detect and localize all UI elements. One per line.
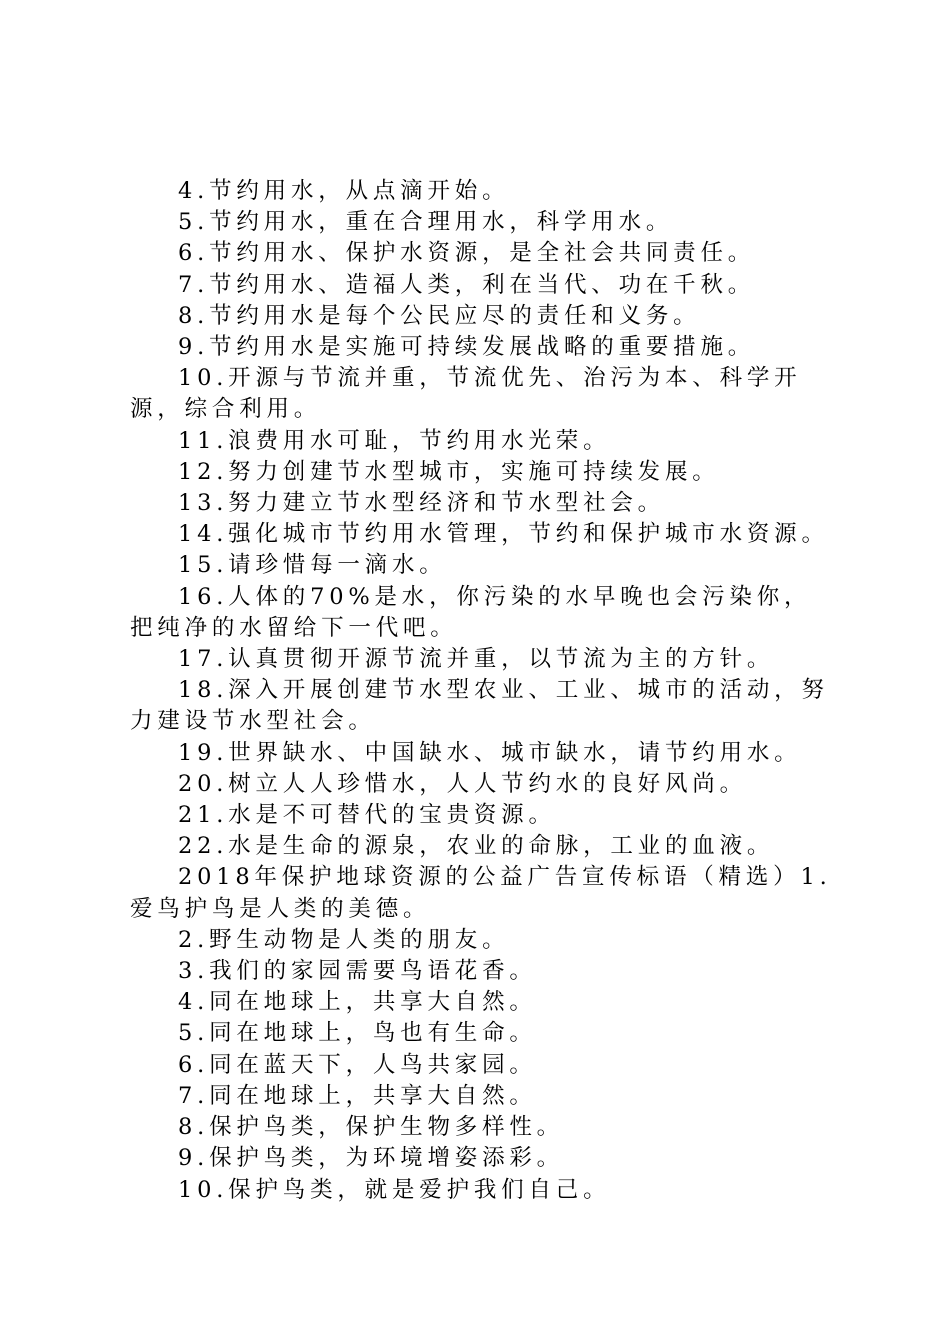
paragraph-28: 9.保护鸟类，为环境增姿添彩。: [178, 1145, 564, 1172]
paragraph-9: 12.努力创建节水型城市，实施可持续发展。: [178, 458, 720, 485]
paragraph-27: 8.保护鸟类，保护生物多样性。: [178, 1114, 564, 1141]
paragraph-26: 7.同在地球上，共享大自然。: [178, 1082, 537, 1109]
paragraph-19: 22.水是生命的源泉，农业的命脉，工业的血液。: [178, 833, 775, 860]
paragraph-25: 6.同在蓝天下，人鸟共家园。: [178, 1051, 537, 1078]
paragraph-18: 21.水是不可替代的宝贵资源。: [178, 802, 556, 829]
paragraph-16: 19.世界缺水、中国缺水、城市缺水，请节约用水。: [178, 739, 802, 766]
paragraph-23: 4.同在地球上，共享大自然。: [178, 989, 537, 1016]
paragraph-22: 3.我们的家园需要鸟语花香。: [178, 958, 537, 985]
paragraph-5: 8.节约用水是每个公民应尽的责任和义务。: [178, 302, 701, 329]
paragraph-11: 14.强化城市节约用水管理，节约和保护城市水资源。: [178, 521, 829, 548]
paragraph-4: 7.节约用水、造福人类，利在当代、功在千秋。: [178, 271, 756, 298]
paragraph-12: 15.请珍惜每一滴水。: [178, 552, 447, 579]
paragraph-2: 5.节约用水，重在合理用水，科学用水。: [178, 209, 674, 236]
paragraph-7: 10.开源与节流并重，节流优先、治污为本、科学开源，综合利用。: [130, 365, 802, 423]
paragraph-29: 10.保护鸟类，就是爱护我们自己。: [178, 1176, 611, 1203]
paragraph-3: 6.节约用水、保护水资源，是全社会共同责任。: [178, 240, 756, 267]
paragraph-6: 9.节约用水是实施可持续发展战略的重要措施。: [178, 334, 756, 361]
paragraph-21: 2.野生动物是人类的朋友。: [178, 926, 510, 953]
paragraph-8: 11.浪费用水可耻，节约用水光荣。: [178, 427, 611, 454]
paragraph-20: 2018年保护地球资源的公益广告宣传标语（精选）1.爱鸟护鸟是人类的美德。: [130, 864, 832, 922]
paragraph-14: 17.认真贯彻开源节流并重，以节流为主的方针。: [178, 646, 775, 673]
paragraph-1: 4.节约用水，从点滴开始。: [178, 178, 510, 204]
paragraph-15: 18.深入开展创建节水型农业、工业、城市的活动，努力建设节水型社会。: [130, 677, 829, 735]
paragraph-17: 20.树立人人珍惜水，人人节约水的良好风尚。: [178, 770, 747, 797]
paragraph-13: 16.人体的70%是水，你污染的水早晚也会污染你，把纯净的水留给下一代吧。: [130, 583, 812, 641]
paragraph-10: 13.努力建立节水型经济和节水型社会。: [178, 490, 665, 517]
document-body: [130, 176, 832, 1206]
paragraph-24: 5.同在地球上，鸟也有生命。: [178, 1020, 537, 1047]
